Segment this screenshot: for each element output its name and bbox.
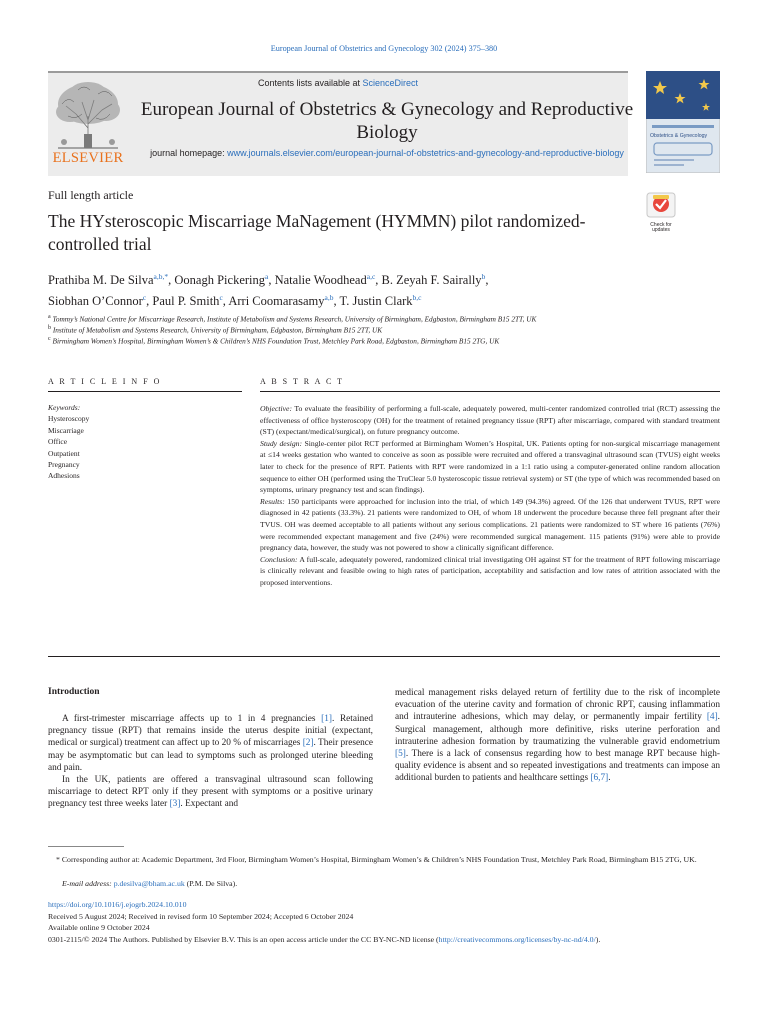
abstract-rule	[260, 391, 720, 392]
running-header[interactable]: European Journal of Obstetrics and Gynecology 302 (2024) 375–380	[270, 44, 498, 53]
doi-line	[48, 899, 720, 910]
affiliation-key: b	[48, 325, 51, 331]
affiliation-key: c	[48, 336, 51, 342]
abstract-bottom-rule	[48, 656, 720, 657]
author-name: Natalie Woodhead	[274, 273, 367, 288]
article-info-rule	[48, 391, 242, 392]
author-name: T. Justin Clark	[339, 294, 413, 309]
author-list	[48, 268, 728, 310]
keyword: Pregnancy	[48, 460, 80, 470]
crossmark-label: Check for updates	[650, 222, 672, 233]
conclusion-label: Conclusion:	[260, 554, 298, 564]
author-affil: a,c	[366, 272, 376, 281]
keyword: Hysteroscopy	[48, 414, 90, 424]
author-sep: ,	[333, 294, 340, 309]
keywords-label: Keywords:	[48, 403, 81, 412]
abstract-conclusion	[260, 554, 720, 589]
license-link[interactable]: http://creativecommons.org/licenses/by-nc-nd/4.0/	[438, 935, 596, 944]
check-for-updates-badge[interactable]	[646, 192, 676, 233]
abstract-objective	[260, 403, 720, 438]
citation-link[interactable]: [6,7]	[590, 773, 609, 784]
intro-paragraph-continued	[395, 687, 720, 785]
text-run: . Surgical management, although more definitive, risks uterine perforation and intrauterine adhesion formation by traumatizing the vulnerable gravid endometrium	[395, 712, 720, 747]
doi-link[interactable]: https://doi.org/10.1016/j.ejogrb.2024.10.010	[48, 900, 187, 909]
citation-link[interactable]: [2]	[302, 738, 314, 749]
keyword: Adhesions	[48, 471, 80, 481]
author-affil: b,c	[412, 293, 422, 303]
conclusion-text: A full-scale, adequately powered, randomized clinical trial investigating OH against ST for the treatment of RPT following miscarriage is clinically relevant and feasible owing to high rates of participation, acceptability and satisfaction and low rates of attrition associated with the proposed interventions.	[260, 554, 720, 587]
article-type: Full length article	[48, 188, 134, 202]
keyword: Outpatient	[48, 448, 80, 458]
text-run: . There is a lack of consensus regarding how to best manage RPT because high-quality evidence is absent and so repeated investigations and treatments can impose an additional burden to patients and healthcare settings	[395, 749, 720, 784]
abstract-results	[260, 496, 720, 554]
email-suffix: (P.M. De Silva).	[184, 879, 238, 888]
keyword: Office	[48, 437, 68, 447]
author[interactable]	[48, 294, 146, 308]
citation-link[interactable]: [3]	[169, 799, 181, 810]
intro-paragraph-2	[48, 774, 373, 811]
abstract-design	[260, 438, 720, 496]
abstract-body	[260, 403, 720, 589]
body-column-left	[48, 713, 373, 811]
author[interactable]	[381, 272, 489, 288]
body-column-right	[395, 687, 720, 785]
affiliation-text: Birmingham Women’s Hospital, Birmingham Women’s & Children’s NHS Foundation Trust, Metchley Park Road, Edgbaston, Birmingham B15 2TG, UK	[52, 336, 500, 346]
author-affil: c	[142, 293, 147, 303]
license-text-end: ).	[595, 935, 601, 944]
contents-line	[48, 78, 628, 88]
author-affil: a,b	[324, 293, 334, 303]
intro-paragraph-1	[48, 713, 373, 774]
author-name: Paul P. Smith	[152, 294, 220, 309]
design-label: Study design:	[260, 438, 303, 448]
citation-link[interactable]: [1]	[321, 714, 332, 724]
affiliation-text: Institute of Metabolism and Systems Research, University of Birmingham, Edgbaston, Birmingham B15 2TT, UK	[52, 325, 383, 335]
corresponding-author-note: * Corresponding author at: Academic Department, 3rd Floor, Birmingham Women’s Hospital, Birmingham Women’s & Children’s NHS Foundation Trust, Metchley Park Road, Birmingham B15 2TG, UK.	[56, 855, 697, 864]
online-line: Available online 9 October 2024	[48, 923, 150, 932]
crossmark-icon	[646, 192, 676, 218]
homepage-label: journal homepage:	[150, 148, 228, 158]
text-run: . Expectant and	[180, 799, 238, 810]
author[interactable]	[48, 273, 168, 287]
article-info-heading: A R T I C L E I N F O	[48, 377, 162, 386]
received-line: Received 5 August 2024; Received in revised form 10 September 2024; Accepted 6 October 2024	[48, 912, 354, 921]
author-sep: ,	[222, 294, 229, 309]
text-run: medical management risks delayed return of fertility due to the risk of incomplete evacuation of the uterine cavity and formation of chronic RPT, causing inflammation and intrauterine adhesions, which may delay, or permanently impair fertility	[395, 688, 720, 723]
author[interactable]	[275, 273, 376, 287]
footnote-rule	[48, 846, 124, 847]
email-label: E-mail address:	[62, 879, 114, 888]
results-text: 150 participants were approached for inclusion into the trial, of which 149 (94.3%) agreed. Of the 126 that underwent TVUS, RPT were diagnosed in 42 patients (33.3%). 21 patients were randomized to OH, of whom 18 underwent the procedure because three fell pregnant after their TVUS. OH was deemed acceptable to all patients without any serious complications. 21 patients were randomized to ST where 16 patients (76%) were recommended expectant management and five (24%) were recommended surgical management. 115 patients (91%) were able to provide pregnancy data, however, the study was not powered to show a clinically significant difference.	[260, 496, 721, 553]
affiliation-key: a	[48, 314, 51, 320]
journal-title: European Journal of Obstetrics & Gynecology and Reproductive Biology	[140, 99, 634, 143]
author[interactable]	[228, 294, 333, 308]
author-name: Prathiba M. De Silva	[48, 273, 154, 288]
author-name: Oonagh Pickering	[174, 273, 265, 288]
author-sep: ,	[146, 294, 153, 309]
author-name: B. Zeyah F. Sairally	[381, 273, 482, 288]
author-affil: a	[265, 272, 269, 281]
objective-label: Objective:	[260, 404, 293, 413]
author-sep: ,	[168, 273, 175, 288]
keyword: Miscarriage	[48, 425, 84, 435]
email-link[interactable]: p.desilva@bham.ac.uk	[113, 879, 185, 888]
keywords-block	[48, 402, 228, 482]
article-title: The HYsteroscopic Miscarriage MaNagement (HYMMN) pilot randomized-controlled trial	[48, 211, 586, 254]
citation-link[interactable]: [5]	[395, 749, 406, 760]
contents-prefix: Contents lists available at	[257, 78, 363, 88]
introduction-heading: Introduction	[48, 687, 100, 697]
text-run: .	[608, 773, 611, 784]
author-sep: ,	[268, 273, 275, 288]
abstract-heading: A B S T R A C T	[260, 377, 345, 386]
author-affil: a,b,*	[153, 272, 169, 281]
objective-text: To evaluate the feasibility of performing a full-scale, adequately powered, multi-center randomized controlled trial (RCT) assessing the effectiveness of office hysteroscopy (OH) for the treatment of retained pregnancy tissue (RPT) after miscarriage, compared with standard treatment (ST) (expectant/medical/surgical), on future pregnancy outcome.	[260, 404, 720, 437]
author-affil: c	[219, 293, 223, 303]
sciencedirect-link[interactable]: ScienceDirect	[362, 78, 419, 88]
text-run: . Their presence may be asymptomatic but can lead to symptoms such as prolonged uterine bleeding and pain.	[48, 738, 374, 773]
author[interactable]	[174, 273, 268, 287]
journal-homepage	[140, 147, 634, 159]
author-affil: b	[481, 272, 486, 281]
citation-link[interactable]: [4]	[706, 712, 718, 723]
author[interactable]	[152, 294, 222, 308]
text-run: In the UK, patients are offered a transvaginal ultrasound scan following miscarriage to detect RPT only if they present with symptoms or a positive urinary pregnancy test three weeks later	[48, 775, 373, 810]
text-run: . Retained pregnancy tissue (RPT) that remains inside the uterus despite initial (expectant, medical or surgical) treatment can affect up to 20 % of miscarriages	[48, 714, 373, 749]
affiliation-text: Tommy’s National Centre for Miscarriage Research, Institute of Metabolism and Systems Research, University of Birmingham, Edgbaston, Birmingham B15 2TT, UK	[52, 314, 537, 324]
author-sep: ,	[375, 273, 382, 288]
author-name: Arri Coomarasamy	[228, 294, 325, 309]
author-name: Siobhan O’Connor	[48, 294, 143, 309]
design-text: Single-center pilot RCT performed at Birmingham Women’s Hospital, UK. Patients opting for non-surgical miscarriage management at ≤14 weeks gestation who wanted to conceive as soon as possible were recruited and offered a transvaginal ultrasound scan (TVUS) eight weeks later to check for the presence of RPT. Patients with RPT were randomized in a 1:1 ratio using a computer-generated online random allocation sequence to either OH (performed using the TruClear 5.0 hysteroscopic tissue retrieval system) or ST (the type of which was recommended based on symptoms, urinary pregnancy test and scan findings).	[260, 438, 721, 495]
journal-cover-thumbnail[interactable]	[646, 71, 720, 173]
license-text: 0301-2115/© 2024 The Authors. Published by Elsevier B.V. This is an open access article under the CC BY-NC-ND license (	[48, 935, 439, 944]
affiliation	[48, 334, 728, 346]
author-sep: ,	[485, 273, 489, 288]
license-line	[48, 934, 720, 945]
author[interactable]	[340, 294, 422, 308]
results-label: Results:	[260, 496, 285, 506]
email-line	[62, 878, 734, 889]
cover-journal-name: Obstetrics & Gynecology	[650, 133, 708, 139]
homepage-link[interactable]: www.journals.elsevier.com/european-journal-of-obstetrics-and-gynecology-and-reproductive-biology	[227, 148, 624, 158]
elsevier-wordmark: ELSEVIER	[52, 150, 124, 166]
text-run: A first-trimester miscarriage affects up to 1 in 4 pregnancies	[62, 714, 322, 724]
